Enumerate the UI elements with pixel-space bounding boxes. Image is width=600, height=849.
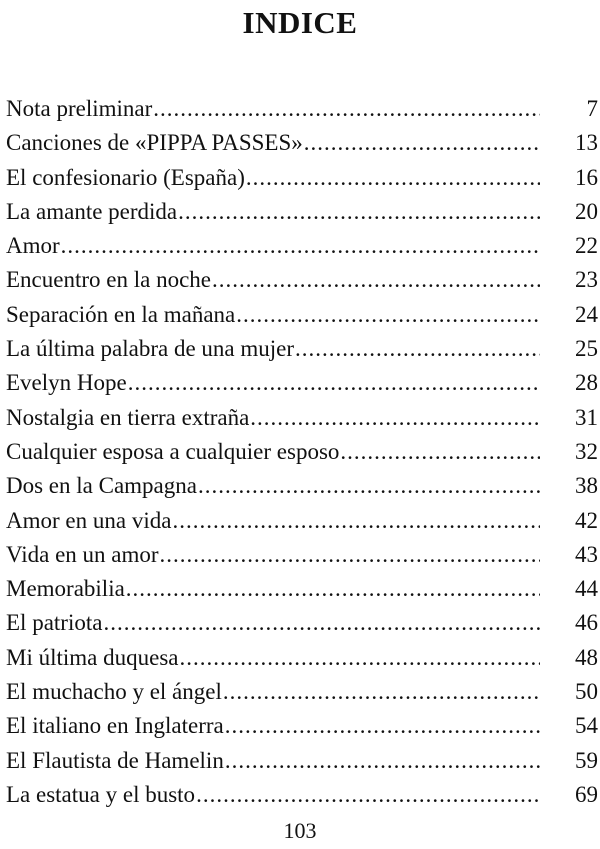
toc-entry-page: 16	[575, 164, 598, 190]
toc-entry-page: 23	[575, 267, 598, 293]
toc-entry-title: Nostalgia en tierra extraña	[6, 404, 250, 430]
toc-entry	[6, 300, 598, 334]
toc-entry-title: Amor	[6, 233, 60, 259]
toc-leader-dots	[178, 197, 540, 227]
toc-entry-page: 13	[575, 130, 598, 156]
toc-entry-page: 69	[575, 781, 598, 807]
toc-entry-title: El confesionario (España)	[6, 164, 245, 190]
toc-leader-dots	[126, 574, 540, 604]
toc-entry-title: Encuentro en la noche	[6, 267, 211, 293]
toc-entry	[6, 437, 598, 471]
toc-entry-title: La última palabra de una mujer	[6, 336, 295, 362]
toc-leader-dots	[225, 746, 540, 776]
toc-entry-page: 50	[575, 679, 598, 705]
toc-entry-title: Memorabilia	[6, 576, 125, 602]
toc-entry-title: El italiano en Inglaterra	[6, 713, 224, 739]
toc-leader-dots	[153, 94, 540, 124]
toc-entry-title: Dos en la Campagna	[6, 473, 197, 499]
toc-leader-dots	[172, 506, 540, 536]
toc-entry-page: 38	[575, 473, 598, 499]
toc-leader-dots	[225, 711, 540, 741]
toc-entry-page: 46	[575, 610, 598, 636]
toc-entry	[6, 231, 598, 265]
toc-entry-title: La amante perdida	[6, 198, 178, 224]
toc-entry-page: 42	[575, 507, 598, 533]
toc-entry	[6, 128, 598, 162]
toc-leader-dots	[236, 300, 540, 330]
toc-entry-title: Cualquier esposa a cualquier esposo	[6, 438, 340, 464]
toc-entry	[6, 746, 598, 780]
toc-entry	[6, 608, 598, 642]
toc-leader-dots	[198, 471, 540, 501]
toc-entry-title: El patriota	[6, 610, 103, 636]
toc-entry	[6, 403, 598, 437]
toc-entry	[6, 197, 598, 231]
toc-leader-dots	[179, 643, 540, 673]
toc-entry	[6, 506, 598, 540]
toc-entry-page: 59	[575, 747, 598, 773]
toc-entry	[6, 94, 598, 128]
toc-entry-page: 43	[575, 541, 598, 567]
toc-entry	[6, 334, 598, 368]
toc-leader-dots	[246, 163, 540, 193]
toc-leader-dots	[295, 334, 540, 364]
toc-leader-dots	[250, 403, 540, 433]
page-number: 103	[283, 818, 317, 843]
toc-leader-dots	[196, 780, 540, 810]
toc-entry-title: Evelyn Hope	[6, 370, 127, 396]
toc-entry	[6, 643, 598, 677]
toc-entry	[6, 163, 598, 197]
toc-leader-dots	[304, 128, 540, 158]
toc-entry-title: Canciones de «PIPPA PASSES»	[6, 130, 303, 156]
toc-entry	[6, 574, 598, 608]
toc-entry-page: 44	[575, 576, 598, 602]
toc-entry-page: 25	[575, 336, 598, 362]
toc-entry-title: Amor en una vida	[6, 507, 172, 533]
toc-leader-dots	[160, 540, 540, 570]
toc-entry-page: 20	[575, 198, 598, 224]
toc-entry-page: 22	[575, 233, 598, 259]
table-of-contents	[6, 94, 598, 814]
toc-leader-dots	[340, 437, 540, 467]
toc-entry	[6, 677, 598, 711]
toc-entry-page: 48	[575, 644, 598, 670]
toc-entry-title: Nota preliminar	[6, 96, 153, 121]
toc-entry	[6, 711, 598, 745]
toc-entry	[6, 368, 598, 402]
toc-entry-title: Separación en la mañana	[6, 301, 236, 327]
toc-entry-title: El Flautista de Hamelin	[6, 747, 224, 773]
toc-entry-page: 7	[586, 96, 598, 121]
toc-leader-dots	[223, 677, 540, 707]
toc-entry-title: Vida en un amor	[6, 541, 159, 567]
toc-leader-dots	[103, 608, 540, 638]
toc-leader-dots	[128, 368, 540, 398]
page-title: INDICE	[242, 5, 358, 40]
toc-entry-page: 24	[575, 301, 598, 327]
toc-leader-dots	[212, 265, 540, 295]
toc-entry	[6, 780, 598, 814]
toc-entry-title: El muchacho y el ángel	[6, 679, 222, 705]
toc-entry-page: 28	[575, 370, 598, 396]
toc-leader-dots	[61, 231, 540, 261]
toc-entry-page: 32	[575, 438, 598, 464]
toc-entry-title: La estatua y el busto	[6, 781, 196, 807]
toc-entry-page: 31	[575, 404, 598, 430]
toc-entry-page: 54	[575, 713, 598, 739]
toc-entry	[6, 265, 598, 299]
toc-entry-title: Mi última duquesa	[6, 644, 179, 670]
toc-entry	[6, 471, 598, 505]
toc-entry	[6, 540, 598, 574]
